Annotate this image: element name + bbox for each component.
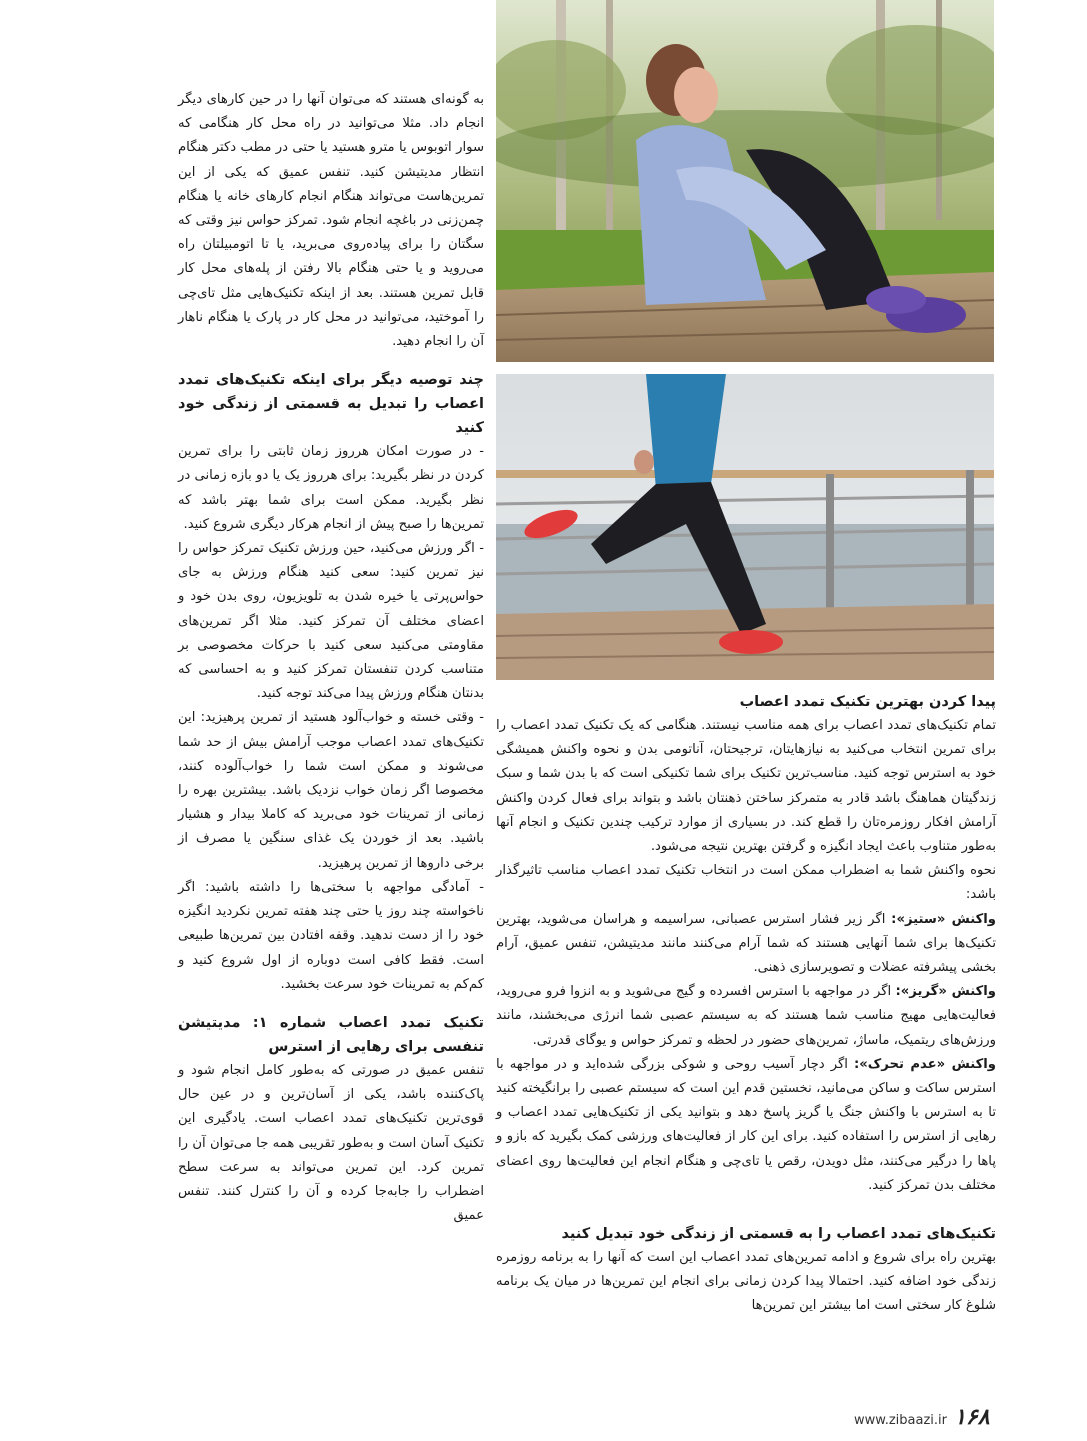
left-heading-technique-1: تکنیک تمدد اعصاب شماره ۱: مدیتیشن تنفسی برای رهایی از استرس: [178, 1014, 484, 1055]
freeze-response-lead: واکنش «عدم تحرک»:: [853, 1056, 996, 1072]
right-column: [496, 690, 996, 1319]
flight-response-paragraph: [496, 980, 996, 1053]
fight-response-text: اگر زیر فشار استرس عصبانی، سراسیمه و هراسان می‌شوید، بهترین تکنیک‌ها برای شما آنهایی هستند که شما آرام می‌کنند مانند مدیتیشن، تنفس عمیق، آرام بخشی پیشرفته عضلات و تصویرسازی ذهنی.: [496, 911, 996, 976]
freeze-response-text: اگر دچار آسیب روحی و شوکی بزرگی شده‌اید و در مواجهه با استرس ساکت و ساکن می‌مانید، نخستین قدم این است که سیستم عصبی را برانگیخته کنید تا به استرس با واکنش جنگ یا گریز پاسخ دهد و بتوانید یکی از تکنیک‌هایی تمدد اعصاب و رهایی از استرس را استفاده کنید. برای این کار از فعالیت‌های ورزشی کمک بگیرید که بازو و پاها را درگیر می‌کنند، مثل دویدن، رقص یا تای‌چی و هنگام انجام این فعالیت‌ها روی اعضای مختلف بدن تمرکز کنید.: [496, 1056, 996, 1193]
right-heading-finding-technique: پیدا کردن بهترین تکنیک تمدد اعصاب: [739, 694, 996, 710]
freeze-response-paragraph: [496, 1053, 996, 1198]
tip-fixed-time: - در صورت امکان هرروز زمان ثابتی را برای تمرین کردن در نظر بگیرید: برای هرروز یک یا دو بازه زمانی در نظر بگیرید. ممکن است برای شما بهتر باشد که تمرین‌ها را صبح پیش از انجام هرکار دیگری شروع کنید.: [178, 444, 484, 532]
breathing-paragraph: تنفس عمیق در صورتی که به‌طور کامل انجام شود و پاک‌کننده باشد، یکی از آسان‌ترین و در عین حال قوی‌ترین تکنیک‌های تمدد اعصاب است. یادگیری این تکنیک آسان است و به‌طور تقریبی همه جا می‌توان آن را تمرین کرد. این تمرین می‌تواند به سرعت سطح اضطراب را جابه‌جا کرده و آن را کنترل کنند. تنفس عمیق: [178, 1062, 484, 1224]
tip-mindful-exercise: - اگر ورزش می‌کنید، حین ورزش تکنیک تمرکز حواس را نیز تمرین کنید: سعی کنید هنگام ورزش به جای حواس‌پرتی یا خیره شدن به تلویزیون، روی بدن خود و اعضای مختلف آن تمرکز کنید. مثلا اگر تمرین‌های مقاومتی می‌کنید سعی کنید با حرکات مخصوصی بر متناسب کردن تنفستان تمرکز کنید و به احساسی که بدنتان هنگام ورزش پیدا می‌کند توجه کنید.: [178, 541, 484, 702]
right-paragraph-2: نحوه واکنش شما به اضطراب ممکن است در انتخاب تکنیک تمدد اعصاب مناسب تاثیرگذار باشد:: [496, 863, 996, 903]
page-number: ۱۶۸: [954, 1405, 990, 1430]
flight-response-lead: واکنش «گریز»:: [895, 984, 996, 1000]
photo-woman-sitting-svg: [496, 0, 994, 362]
photo-woman-sitting: [496, 0, 994, 362]
photo-woman-running-svg: [496, 374, 994, 680]
right-paragraph-3: بهترین راه برای شروع و ادامه تمرین‌های تمدد اعصاب این است که آنها را به برنامه روزمره زندگی خود اضافه کنید. احتمالا پیدا کردن زمانی برای انجام این تمرین‌ها در میان یک برنامه شلوغ کار سختی است اما بیشتر این تمرین‌ها: [496, 1250, 996, 1314]
right-paragraph-1: تمام تکنیک‌های تمدد اعصاب برای همه مناسب نیستند. هنگامی که یک تکنیک تمدد اعصاب را برای تمرین انتخاب می‌کنید به نیازهایتان، ترجیحتان، آناتومی بدن و نحوه واکنش همیشگی خود به استرس توجه کنید. مناسب‌ترین تکنیک برای شما تکنیکی است که با بدن شما و سبک زندگیتان هماهنگ باشد قادر به متمرکز ساختن ذهنتان باشد و بتواند برای فعال کردن واکنش آرامش افکار روزمره‌تان را قطع کند. در بسیاری از موارد ترکیب چندین تکنیک و انجام آنها به‌طور متناوب باعث ایجاد انگیزه و گرفتن بهترین نتیجه می‌شود.: [496, 718, 996, 855]
left-heading-tips: چند توصیه دیگر برای اینکه تکنیک‌های تمدد اعصاب را تبدیل به قسمتی از زندگی خود کنید: [178, 372, 484, 437]
flight-response-text: اگر در مواجهه با استرس افسرده و گیج می‌شوید و به انزوا فرو می‌روید، فعالیت‌هایی مهیج مناسب شما هستند که به سیستم عصبی شما انرژی می‌بخشند، مانند ورزش‌های ریتمیک، ماساژ، تمرین‌های حضور در لحظه و تمرکز حواس و یوگای قدرتی.: [496, 984, 996, 1048]
fight-response-lead: واکنش «ستیز»:: [891, 911, 996, 927]
tip-expect-setbacks: - آمادگی مواجهه با سختی‌ها را داشته باشید: اگر ناخواسته چند روز یا حتی چند هفته تمرین نکردید انگیزه خود را از دست ندهید. وقفه افتادن بین تمرین‌ها طبیعی است. فقط کافی است دوباره از اول شروع کنید و کم‌کم به تمرینات خود سرعت بخشید.: [178, 879, 484, 992]
right-heading-make-part-of-life: تکنیک‌های تمدد اعصاب را به قسمتی از زندگی خود تبدیل کنید: [561, 1226, 996, 1243]
left-intro-paragraph: به گونه‌ای هستند که می‌توان آنها را در حین کارهای دیگر انجام داد. مثلا می‌توانید در راه محل کار هنگامی که سوار اتوبوس یا مترو هستید یا حتی در مطب دکتر هنگام انتظار مدیتیشن کنید. تنفس عمیق که یکی از این تمرین‌هاست می‌تواند هنگام انجام کارهای خانه یا هنگام چمن‌زنی در باغچه انجام شود. تمرکز حواس نیز وقتی که سگتان را برای پیاده‌روی می‌برید، یا تا اتومبیلتان راه می‌روید و یا حتی هنگام بالا رفتن از پله‌های محل کار قابل تمرین هستند. بعد از اینکه تکنیک‌هایی مثل تای‌چی را آموختید، می‌توانید در محل کار در پارک یا هنگام ناهار آن را انجام دهید.: [178, 92, 484, 350]
page-footer: [854, 1405, 990, 1430]
fight-response-paragraph: [496, 908, 996, 981]
website-url: www.zibaazi.ir: [854, 1413, 947, 1428]
photo-woman-running: [496, 374, 994, 680]
tip-avoid-sleepy: - وقتی خسته و خواب‌آلود هستید از تمرین پرهیزید: این تکنیک‌های تمدد اعصاب موجب آرامش بیش از حد شما می‌شوند و ممکن است شما را خواب‌آلوده کنند، مخصوصا اگر زمان خواب نزدیک باشد. بیشترین بهره را زمانی از تمرینات خود می‌برید که کاملا بیدار و هشیار باشید. بعد از خوردن یک غذای سنگین یا مصرف از برخی داروها از تمرین پرهیزید.: [178, 710, 484, 871]
left-column: [178, 88, 484, 1228]
